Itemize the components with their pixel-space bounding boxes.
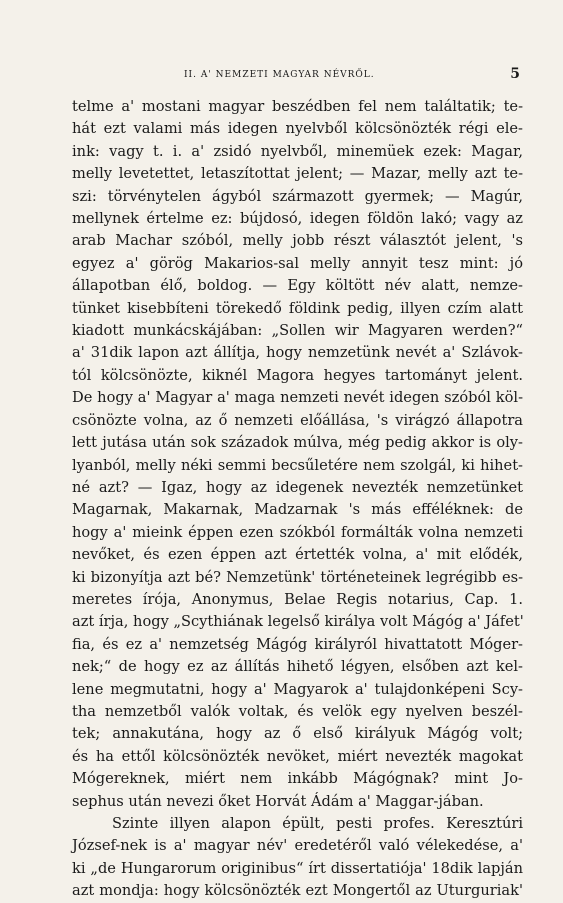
text-line: ink: vagy t. i. a' zsidó nyelvből, minemüek ezek: Magar, — [72, 142, 523, 160]
text-line: telme a' mostani magyar beszédben fel nem találtatik; te- — [72, 98, 523, 115]
text-line: lyanból, melly néki semmi becsűletére nem szolgál, ki hihet- — [72, 456, 523, 474]
text-line: melly levetettet, letaszítottat jelent; — Mazar, melly azt te- — [72, 165, 523, 183]
text-line: tha nemzetből valók voltak, és velök egy nyelven beszél- — [72, 702, 523, 720]
text-line: né azt? — Igaz, hogy az idegenek nevezték nemzetünket — [72, 478, 523, 496]
text-line: lett jutása után sok századok múlva, még pedig akkor is oly- — [72, 434, 523, 452]
running-title: II. A' NEMZETI MAGYAR NÉVRŐL. — [184, 70, 375, 80]
text-line: nek;“ de hogy ez az állítás hihető légyen, elsőben azt kel- — [72, 658, 523, 676]
text-line: mellynek értelme ez: bújdosó, idegen földön lakó; vagy az — [72, 210, 523, 228]
text-line: meretes írója, Anonymus, Belae Regis notarius, Cap. 1. — [72, 590, 523, 608]
text-line: Mógereknek, miért nem inkább Mágógnak? mint Jo- — [72, 770, 523, 788]
text-line: arab Machar szóból, melly jobb részt választót jelent, 's — [72, 232, 523, 250]
text-line: a' 31dik lapon azt állítja, hogy nemzetünk nevét a' Szlávok- — [72, 344, 523, 362]
text-line: fia, és ez a' nemzetség Mágóg királyról hivattatott Móger- — [72, 635, 523, 653]
text-line: azt mondja: hogy kölcsönözték ezt Mongertől az Uturguriak' — [72, 882, 523, 900]
page-number: 5 — [510, 66, 521, 82]
text-line: tek; annakutána, hogy az ő első királyuk Mágóg volt; — [72, 725, 523, 743]
text-line: azt írja, hogy „Scythiának legelső királya volt Mágóg a' Jáfet' — [72, 613, 524, 631]
page-header — [72, 66, 523, 84]
text-line: tünket kisebbíteni törekedő földink pedig, illyen czím alatt — [72, 299, 523, 317]
text-line: nevőket, és ezen éppen azt értették volna, a' mit elődék, — [72, 546, 523, 564]
text-line: József-nek is a' magyar név' eredetéről való vélekedése, a' — [72, 837, 523, 855]
text-line: tól kölcsönözte, kiknél Magora hegyes tartományt jelent. — [72, 366, 523, 384]
text-line: szi: törvénytelen ágyból származott gyermek; — Magúr, — [72, 187, 523, 205]
text-line: ki bizonyítja azt bé? Nemzetünk' történeteinek legrégibb es- — [72, 568, 523, 586]
text-line: egyez a' görög Makarios-sal melly annyit tesz mint: jó — [72, 254, 523, 272]
text-line: csönözte volna, az ő nemzeti előállása, 's virágzó állapotra — [72, 411, 523, 429]
text-line: lene megmutatni, hogy a' Magyarok a' tulajdonképeni Scy- — [72, 680, 523, 698]
text-line: hát ezt valami más idegen nyelvből kölcsönözték régi ele- — [72, 120, 523, 138]
text-line: állapotban élő, boldog. — Egy költött név alatt, nemze- — [72, 277, 523, 295]
text-line: és ha ettől kölcsönözték nevöket, miért nevezték magokat — [72, 747, 523, 765]
text-line: kiadott munkácskájában: „Sollen wir Magyaren werden?“ — [72, 322, 523, 340]
text-line: hogy a' mieink éppen ezen szókból formálták volna nemzeti — [72, 523, 523, 541]
text-line: Szinte illyen alapon épült, pesti profes. Keresztúri — [112, 815, 523, 832]
text-line: Magarnak, Makarnak, Madzarnak 's más efféléknek: de — [72, 501, 523, 519]
page-body — [72, 96, 523, 903]
text-line: sephus után nevezi őket Horvát Ádám a' Maggar-jában. — [72, 792, 484, 810]
text-line: De hogy a' Magyar a' maga nemzeti nevét idegen szóból köl- — [72, 389, 523, 407]
text-line: ki „de Hungarorum originibus“ írt dissertatiója' 18dik lapján — [72, 859, 523, 877]
